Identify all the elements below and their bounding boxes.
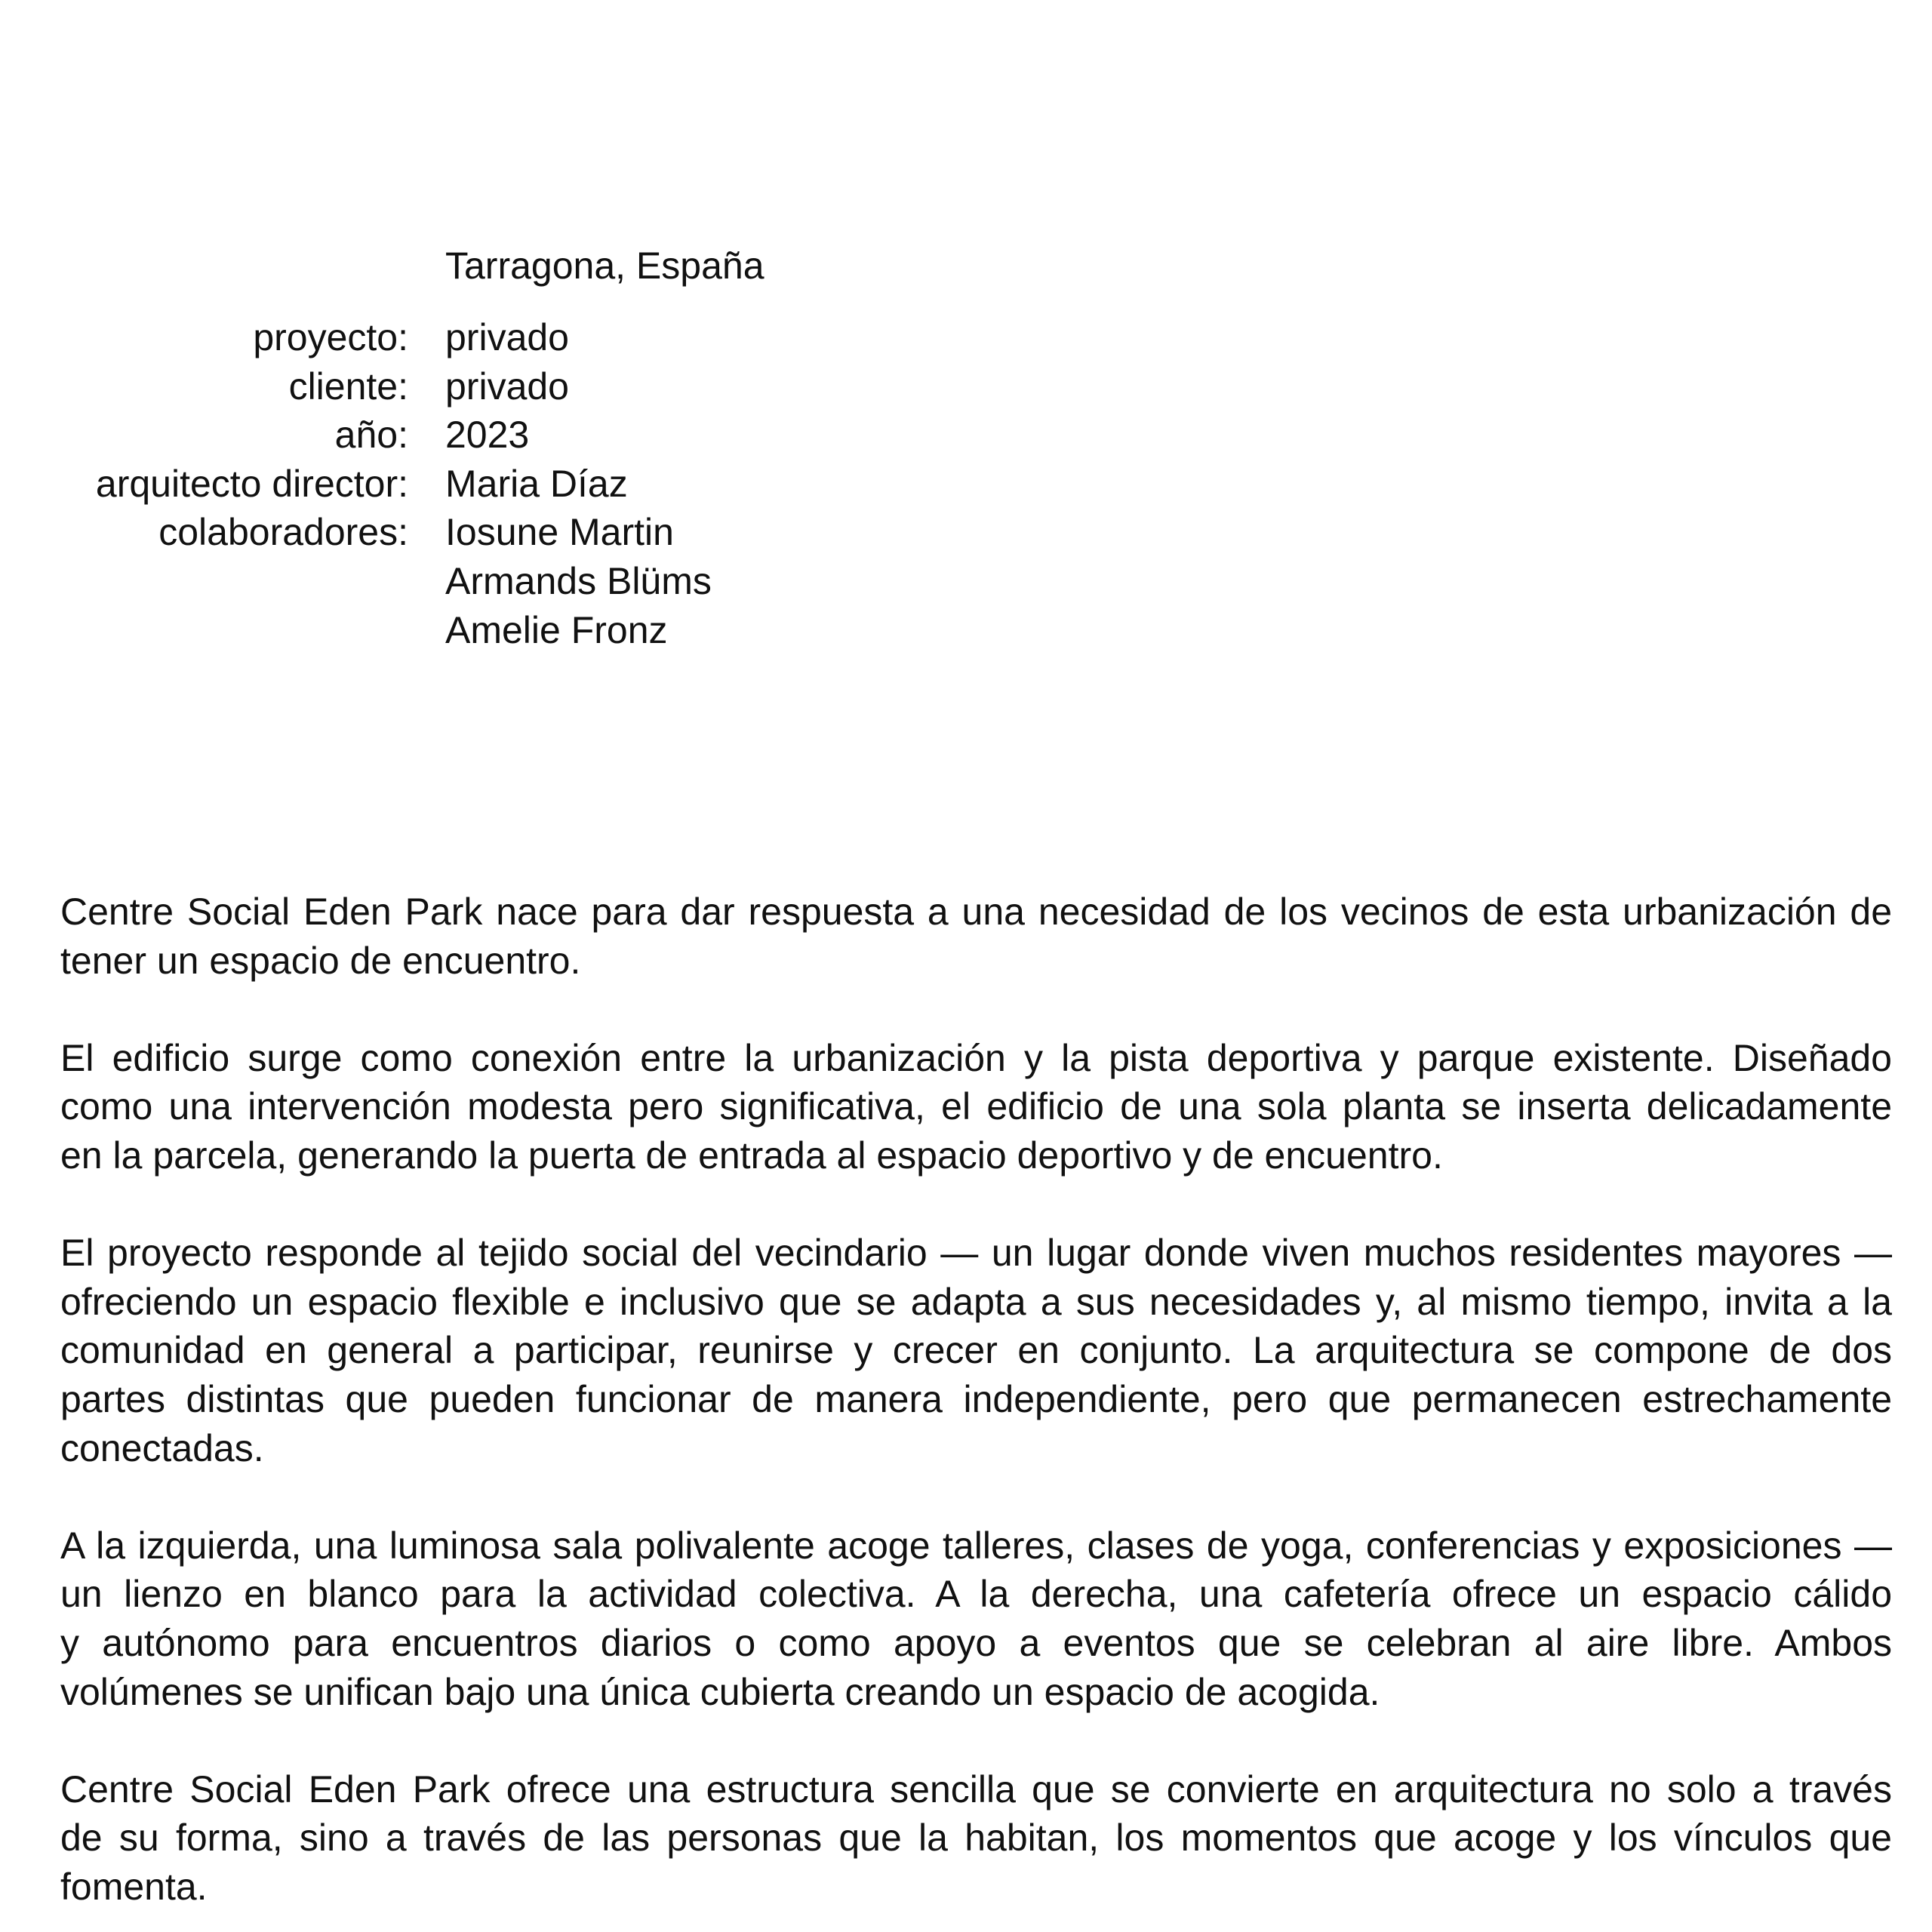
project-description [60,888,1892,1911]
text-line: como una intervención modesta pero significativa, el edificio de una sola planta se inserta delicadamente [60,1085,1892,1128]
collaborator-name: Amelie Fronz [445,608,668,651]
text-line: El proyecto responde al tejido social del vecindario — un lugar donde viven muchos residentes mayores — [60,1232,1892,1275]
text-line: El edificio surge como conexión entre la urbanización y la pista deportiva y parque existente. Diseñado [60,1036,1892,1079]
text-line: en la parcela, generando la puerta de entrada al espacio deportivo y de encuentro. [60,1134,1443,1177]
detail-row-anio [0,411,1057,460]
detail-label: arquitecto director: [95,462,408,505]
detail-values [445,508,712,654]
detail-label: colaboradores: [158,511,408,554]
paragraph [60,888,1892,985]
text-line: un lienzo en blanco para la actividad colectiva. A la derecha, una cafetería ofrece un espacio cálido [60,1573,1892,1616]
detail-row-colaboradores [0,508,1057,654]
paragraph [60,1765,1892,1912]
project-location: Tarragona, España [445,245,764,287]
detail-label: cliente: [288,365,408,408]
text-line: tener un espacio de encuentro. [60,939,581,982]
text-line: A la izquierda, una luminosa sala polivalente acoge talleres, clases de yoga, conferencias y exposiciones — [60,1524,1892,1567]
paragraph [60,1521,1892,1716]
detail-values [445,313,569,362]
text-line: partes distintas que pueden funcionar de manera independiente, pero que permanecen estrechamente [60,1377,1892,1420]
detail-value: 2023 [445,414,530,457]
detail-row-proyecto [0,313,1057,362]
paragraph [60,1229,1892,1472]
project-details [0,313,1057,654]
text-line: ofreciendo un espacio flexible e inclusivo que se adapta a sus necesidades y, al mismo tiempo, invita a la [60,1280,1892,1323]
text-line: conectadas. [60,1426,264,1469]
detail-values [445,460,628,509]
detail-row-arquitecto-director [0,460,1057,509]
paragraph [60,1034,1892,1180]
detail-value: Maria Díaz [445,462,628,505]
text-line: Centre Social Eden Park nace para dar respuesta a una necesidad de los vecinos de esta urbanización de [60,891,1892,933]
text-line: de su forma, sino a través de las personas que la habitan, los momentos que acoge y los vínculos que [60,1817,1892,1860]
collaborator-name: Iosune Martin [445,511,674,554]
text-line: volúmenes se unifican bajo una única cubierta creando un espacio de acogida. [60,1670,1380,1713]
collaborator-name: Armands Blüms [445,559,712,602]
detail-label: proyecto: [253,316,408,358]
text-line: Centre Social Eden Park ofrece una estructura sencilla que se convierte en arquitectura no solo a través [60,1767,1892,1810]
detail-row-cliente [0,362,1057,411]
detail-value: privado [445,316,569,358]
text-line: comunidad en general a participar, reunirse y crecer en conjunto. La arquitectura se compone de dos [60,1329,1892,1372]
text-line: y autónomo para encuentros diarios o como apoyo a eventos que se celebran al aire libre. Ambos [60,1621,1892,1664]
detail-values [445,411,529,460]
detail-values [445,362,569,411]
text-line: fomenta. [60,1865,208,1908]
detail-label: año: [334,414,408,457]
detail-value: privado [445,365,569,408]
